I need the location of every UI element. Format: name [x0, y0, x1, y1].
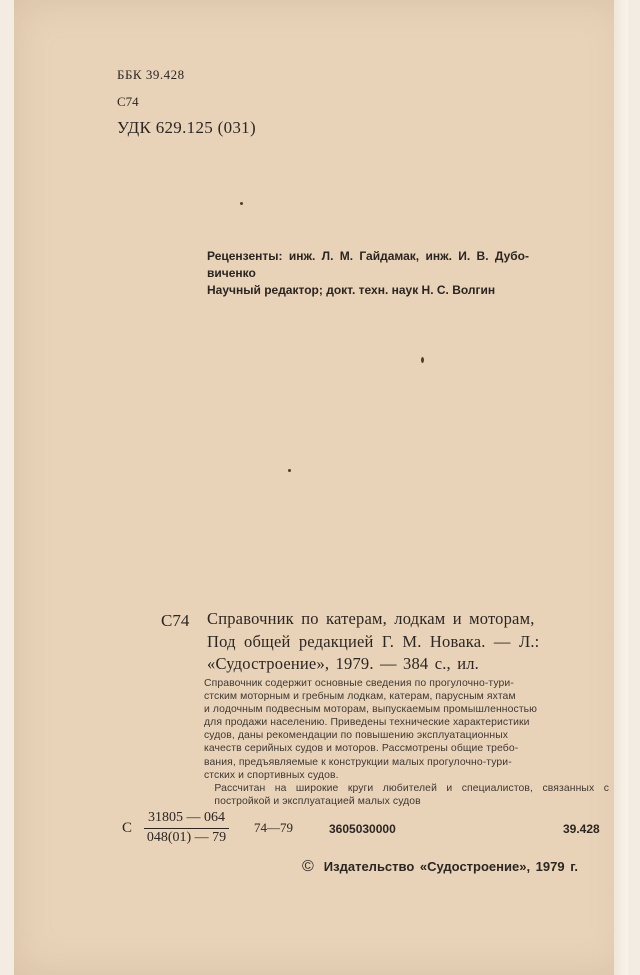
reviewers-line: Рецензенты: инж. Л. М. Гайдамак, инж. И. В. Дубо- — [207, 249, 530, 263]
catalog-bbk: 39.428 — [563, 822, 600, 836]
page-edge — [614, 0, 628, 975]
bbk-code: ББК 39.428 — [117, 67, 185, 82]
annotation-line: для продажи населению. Приведены технические характеристики — [204, 717, 530, 729]
ink-spot — [240, 202, 243, 205]
entry-mark: С74 — [161, 611, 190, 630]
ink-spot — [421, 357, 424, 363]
copyright-line — [302, 858, 578, 876]
entry-publisher-line: «Судостроение», 1979. — 384 с., ил. — [207, 654, 479, 673]
annotation-line: стских и спортивных судов. — [204, 769, 339, 781]
catalog-letter: С — [122, 820, 133, 836]
ink-spot — [288, 469, 291, 472]
entry-title-line: Справочник по катерам, лодкам и моторам, — [207, 609, 535, 628]
catalog-numerator: 31805 — 064 — [144, 810, 229, 829]
copyright-icon: © — [302, 858, 314, 875]
catalog-denominator: 048(01) — 79 — [146, 830, 227, 845]
udk-code: УДК 629.125 (031) — [117, 118, 256, 137]
reviewers-line-continued: виченко — [207, 266, 256, 280]
copyright-text: Издательство «Судостроение», 1979 г. — [323, 859, 578, 874]
annotation-line: Справочник содержит основные сведения по прогулочно-тури- — [204, 678, 514, 689]
annotation-line: качеств серийных судов и моторов. Рассмотрены общие требо- — [204, 743, 519, 755]
entry-editor-line: Под общей редакцией Г. М. Новака. — Л.: — [207, 632, 540, 651]
annotation-line: стским моторным и гребным лодкам, катерам, парусным яхтам — [204, 691, 516, 703]
book-page — [14, 0, 628, 975]
catalog-fraction — [144, 810, 229, 846]
annotation-audience: Рассчитан на широкие круги любителей и специалистов, связанных с постройкой и эксплуатацией малых судов — [214, 782, 609, 807]
scientific-editor-line: Научный редактор; докт. техн. наук Н. С. Волгин — [207, 283, 496, 297]
catalog-code: 3605030000 — [329, 822, 396, 836]
annotation-line: судов, даны рекомендации по повышению эксплуатационных — [204, 730, 509, 742]
catalog-index: 74—79 — [254, 820, 293, 835]
annotation-line: и лодочным подвесным моторам, выпускаемым промышленностью — [204, 704, 538, 716]
annotation — [204, 677, 609, 808]
author-mark: С74 — [117, 94, 139, 109]
annotation-line: вания, предъявляемые к конструкции малых прогулочно-тури- — [204, 756, 512, 768]
